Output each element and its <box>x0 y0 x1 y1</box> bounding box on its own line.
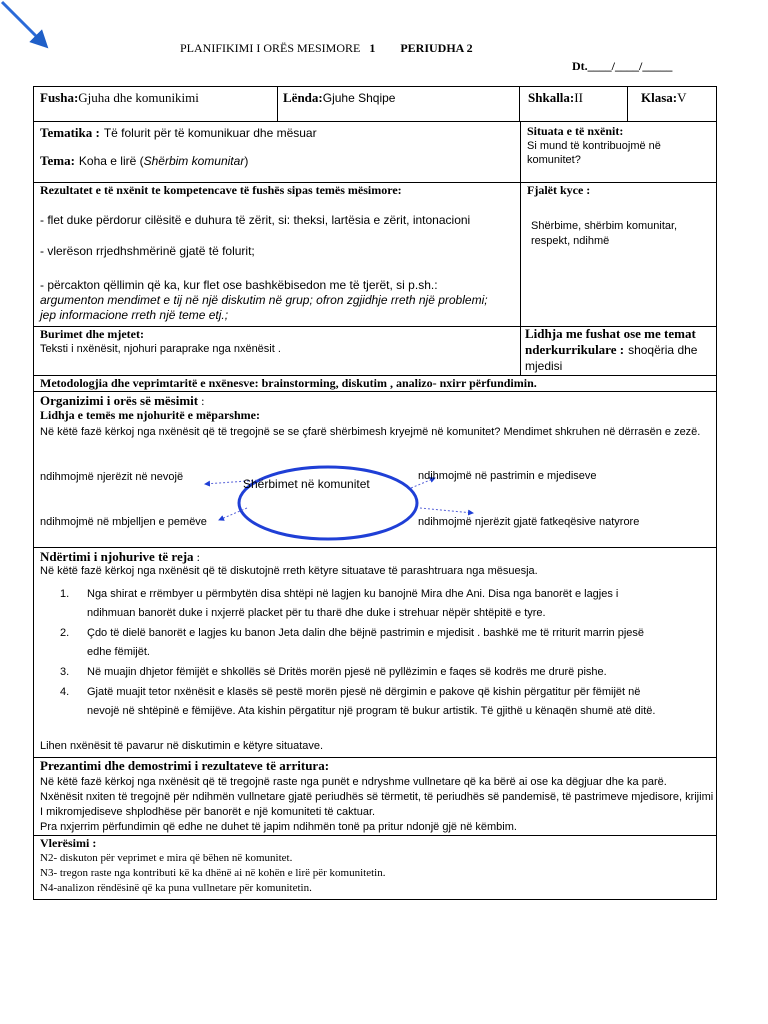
map-top-right: ndihmojmë në pastrimin e mjediseve <box>418 470 597 482</box>
list-item-number: 1. <box>60 588 70 600</box>
prezantimi-body <box>40 775 715 835</box>
tema-value: Koha e lirë ( <box>78 154 144 168</box>
list-item-text: Çdo të dielë banorët e lagjes ku banon Jeta dalin dhe bëjnë pastrimin e mjedisit . bashkë me të rriturit marrin pjesë edhe fëmijët. <box>87 627 645 658</box>
klasa-value: V <box>677 90 687 105</box>
rezultat-line-4: argumenton mendimet e tij në një diskutim në grup; ofron zgjidhje rreth një problemi; jep informacione rreth një teme etj.; <box>40 293 488 322</box>
map-bottom-left: ndihmojmë në mbjelljen e pemëve <box>40 516 207 528</box>
prezantimi-line-1: Në këtë fazë kërkoj nga nxënësit që të tregojnë raste nga punët e ndryshme vullnetare që ka bërë ai ose ka dëgjuar dhe ka parë. <box>40 776 667 788</box>
fusha-value: Gjuha dhe komunikimi <box>78 90 199 105</box>
prezantimi-line-3: Pra nxjerrim përfundimin që edhe ne duhet të japim ndihmën tonë pa pritur ndonjë gjë në këmbim. <box>40 821 517 833</box>
ndertimi-outro: Lihen nxënësit të pavarur në diskutimin e këtyre situatave. <box>40 740 324 752</box>
klasa-label: Klasa: <box>641 90 678 105</box>
rezultat-line-3: - përcakton qëllimin që ka, kur flet ose bashkëbisedon me të tjerët, si p.sh.: <box>40 278 438 292</box>
fjalet-label: Fjalët kyce : <box>527 183 591 197</box>
organizimi-colon: : <box>198 394 205 408</box>
situata-label: Situata e të nxënit: <box>527 124 624 138</box>
page-title <box>180 41 473 56</box>
organizimi-subtitle: Lidhja e temës me njohuritë e mëparshme: <box>40 408 260 422</box>
lenda-field <box>283 90 395 106</box>
klasa-field <box>641 90 687 106</box>
fusha-field <box>40 90 199 106</box>
title-prefix: PLANIFIKIMI I ORËS MESIMORE <box>180 41 361 55</box>
tematika-label: Tematika : <box>40 125 100 140</box>
vleresimi-body <box>40 851 385 896</box>
organizimi-text: Në këtë fazë kërkoj nga nxënësit që të tregojnë se se çfarë shërbimesh kryejmë në komunitet? Mendimet shkruhen në dërrasën e zezë. <box>40 426 701 438</box>
date-field: Dt.____/____/_____ <box>572 59 673 73</box>
tema-italic: Shërbim komunitar <box>143 154 245 168</box>
shkalla-field <box>528 90 583 106</box>
ndertimi-list <box>60 585 660 721</box>
ndertimi-intro: Në këtë fazë kërkoj nga nxënësit që të diskutojnë rreth këtyre situatave të parashtruara nga mësuesja. <box>40 565 538 577</box>
shkalla-label: Shkalla: <box>528 90 575 105</box>
list-item <box>60 624 660 662</box>
ndertimi-colon: : <box>193 550 200 564</box>
lidhja-text: shoqëria dhe mjedisi <box>525 343 698 373</box>
list-item-number: 2. <box>60 627 70 639</box>
rezultat-line-2: - vlerëson rrjedhshmërinë gjatë të folurit; <box>40 244 255 258</box>
prezantimi-line-2: Nxënësit nxiten të tregojnë për ndihmën vullnetare gjatë periudhës së tërmetit, të periudhës së pandemisë, të pastrimeve mjedisore, krijimi I mikromjediseve shplodhëse për banorët e një komuniteti të caktuar. <box>40 791 714 818</box>
vleresimi-n2: N2- diskuton për veprimet e mira që bëhen në komunitet. <box>40 852 293 864</box>
fusha-label: Fusha: <box>40 90 79 105</box>
metodologjia-text: Metodologjia dhe veprimtaritë e nxënesve: brainstorming, diskutim , analizo- nxirr përfundimin. <box>40 376 537 390</box>
tema-close: ) <box>244 154 249 168</box>
list-item-text: Gjatë muajit tetor nxënësit e klasës së pestë morën pjesë në dërgimin e pakove që kishin përgatitur për fëmijët në nevojë në shtëpinë e fëmijëve. Ata kishin përgatitur një program të bukur artistik. Të gjithë u kënaqën shumë atë ditë. <box>87 686 656 717</box>
tematika-field <box>40 124 317 142</box>
tema-label: Tema: <box>40 153 75 168</box>
lidhja-field <box>525 326 717 374</box>
map-bottom-right: ndihmojmë njerëzit gjatë fatkeqësive natyrore <box>418 516 640 528</box>
list-item-text: Në muajin dhjetor fëmijët e shkollës së Dritës morën pjesë në pyllëzimin e faqes së kodrës me drurë pishe. <box>87 666 607 678</box>
prezantimi-title: Prezantimi dhe demostrimi i rezultateve të arritura: <box>40 758 330 773</box>
fjalet-text: Shërbime, shërbim komunitar, respekt, ndihmë <box>531 220 678 247</box>
list-item <box>60 683 660 721</box>
tematika-value: Të folurit për të komunikuar dhe mësuar <box>103 126 317 140</box>
vleresimi-title: Vlerësimi : <box>40 836 97 850</box>
list-item-number: 3. <box>60 666 70 678</box>
map-center-label: Shërbimet në komunitet <box>243 477 370 491</box>
arrow-bottom-right <box>420 508 473 513</box>
vleresimi-n3: N3- tregon raste nga kontributi kë ka dhënë ai në kohën e lirë për komunitetin. <box>40 867 386 879</box>
rezultat-line-1: - flet duke përdorur cilësitë e duhura të zërit, si: theksi, lartësia e zërit, intonacioni <box>40 213 471 227</box>
list-item-number: 4. <box>60 686 70 698</box>
burimet-label: Burimet dhe mjetet: <box>40 327 144 341</box>
title-number: 1 <box>369 41 376 55</box>
vleresimi-n4: N4-analizon rëndësinë që ka puna vullnetare për komunitetin. <box>40 882 312 894</box>
ndertimi-title-text: Ndërtimi i njohurive të reja <box>40 549 194 564</box>
tema-field <box>40 152 248 170</box>
situata-text: Si mund të kontribuojmë në komunitet? <box>527 140 661 166</box>
corner-arrow-icon <box>0 0 52 52</box>
lenda-label: Lënda: <box>283 90 323 105</box>
lidhja-label: Lidhja me fushat ose me temat nderkurrikulare : <box>525 326 696 357</box>
list-item-text: Nga shirat e rrëmbyer u përmbytën disa shtëpi në lagjen ku banojnë Mira dhe Ani. Disa nga banorët e lagjes i ndihmuan banorët duke i nxjerrë placket për tu tharë dhe duke i strehuar nëpër shtëpitë e tyre. <box>87 588 619 619</box>
ndertimi-title <box>40 548 200 566</box>
lenda-value: Gjuhe Shqipe <box>322 91 396 105</box>
burimet-text: Teksti i nxënësit, njohuri paraprake nga nxënësit . <box>40 343 281 355</box>
list-item <box>60 585 660 623</box>
map-top-left: ndihmojmë njerëzit në nevojë <box>40 471 184 483</box>
rezultatet-label: Rezultatet e të nxënit te kompetencave të fushës sipas temës mësimore: <box>40 183 402 197</box>
shkalla-value: II <box>574 90 583 105</box>
fjalet-cell <box>520 182 717 327</box>
organizimi-title-text: Organizimi i orës së mësimit <box>40 393 199 408</box>
period-label: PERIUDHA 2 <box>400 41 473 55</box>
list-item <box>60 663 660 682</box>
